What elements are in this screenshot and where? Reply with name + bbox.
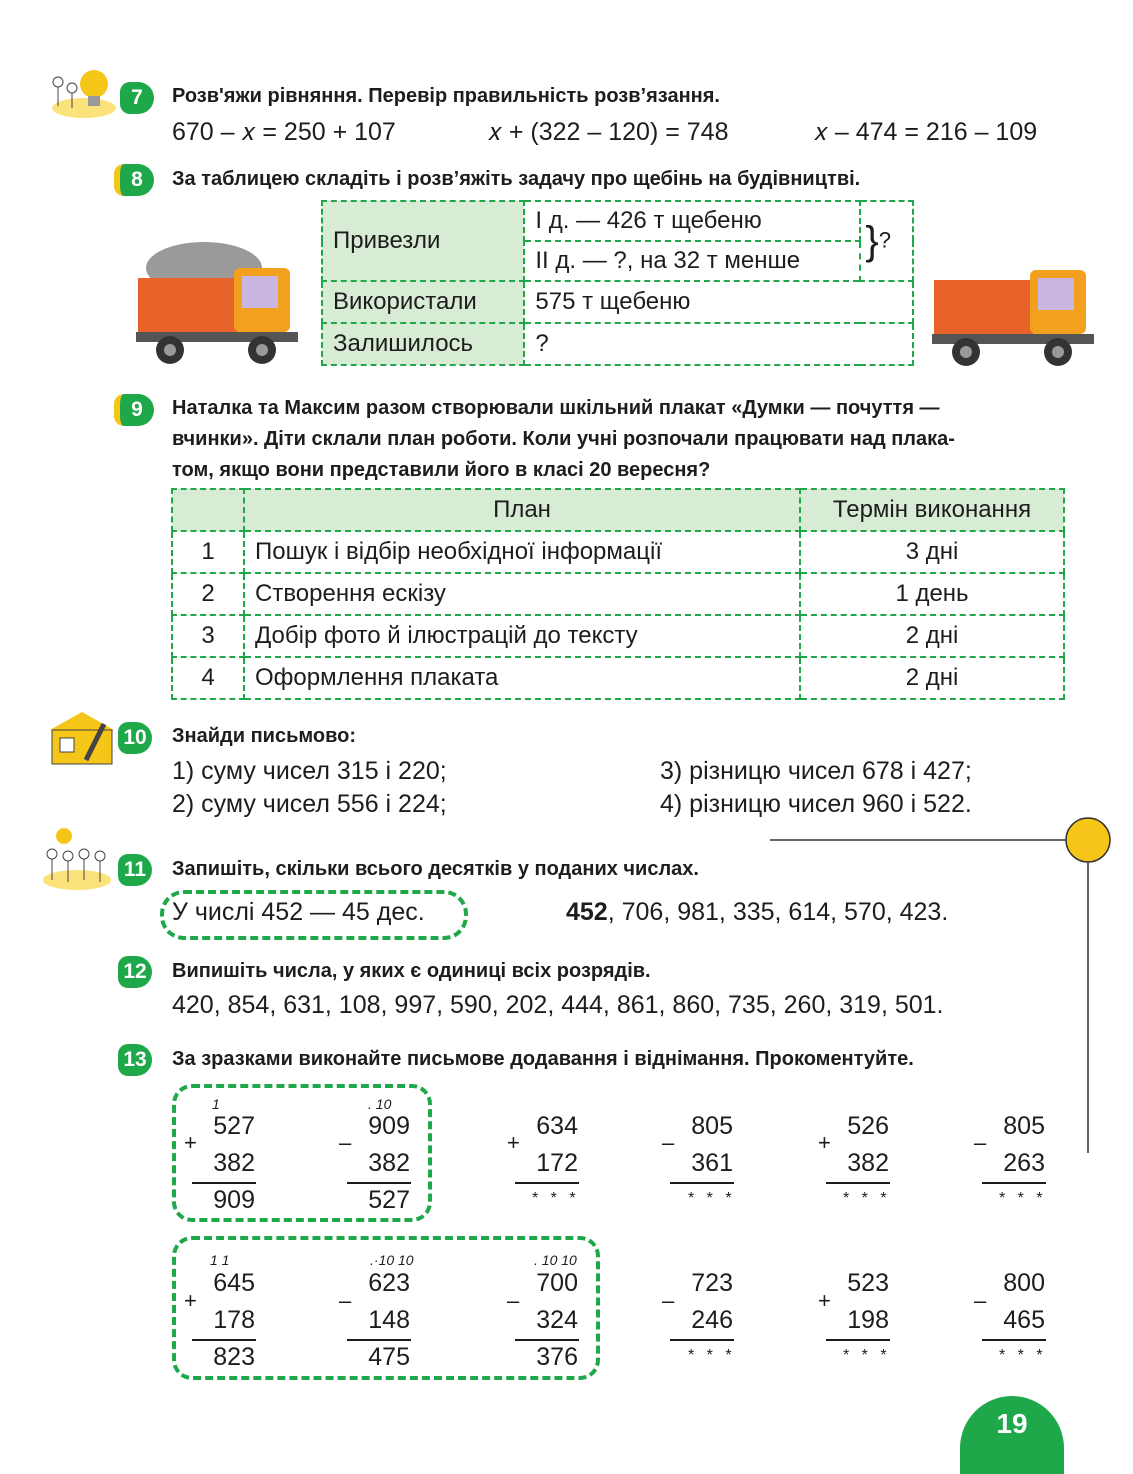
column-addition: 645 178 823 [213,1269,255,1371]
column-addition: 527 382 909 [213,1112,255,1214]
people-group-icon [40,826,114,890]
item-1: 1) суму чисел 315 і 220; [172,757,447,785]
dump-truck-left-icon [134,238,300,366]
column-subtraction: 700 324 376 [536,1269,578,1371]
task-9-line-2: вчинки». Діти склали план роботи. Коли учні розпочали працювати над плака- [172,428,955,450]
task-number-12: 12 [118,956,152,988]
carry-mark: 1 1 [210,1252,230,1268]
sign: – [662,1288,675,1313]
task-number-13: 13 [118,1044,152,1076]
hidden-result: * * * [843,1190,891,1207]
sign: + [507,1130,520,1155]
lightbulb-people-icon [44,64,116,120]
hidden-result: * * * [532,1190,580,1207]
carry-mark: .·10 10 [370,1252,414,1268]
cell-brought: Привезли [322,201,524,281]
column-subtraction: 800 465 [1003,1269,1045,1334]
task-12-text: Випишіть числа, у яких є одиниці всіх розрядів. [172,960,651,982]
item-2: 2) суму чисел 556 і 224; [172,790,447,818]
sign: – [339,1130,352,1155]
column-subtraction: 723 246 [691,1269,733,1334]
task-13-text: За зразками виконайте письмове додавання і віднімання. Прокоментуйте. [172,1048,914,1070]
cell-used-value: 575 т щебеню [524,281,913,323]
column-subtraction: 805 263 [1003,1112,1045,1177]
pin-decoration [770,815,1115,1155]
equation-3: 𝑥 – 474 = 216 – 109 [814,118,1038,146]
cell-day1: І д. — 426 т щебеню [524,201,860,241]
page-number: 19 [960,1396,1064,1474]
task-number-7: 7 [120,82,154,114]
cell-day2: ІІ д. — ?, на 32 т менше [524,241,860,281]
sign: + [184,1130,197,1155]
hidden-result: * * * [688,1347,736,1364]
hidden-result: * * * [688,1190,736,1207]
gravel-table [321,200,914,366]
item-3: 3) різницю чисел 678 і 427; [660,757,972,785]
hidden-result: * * * [999,1347,1047,1364]
column-addition: 526 382 [847,1112,889,1177]
numbers-12: 420, 854, 631, 108, 997, 590, 202, 444, 861, 860, 735, 260, 319, 501. [172,991,944,1019]
equation-2: 𝑥 + (322 – 120) = 748 [488,118,729,146]
brace-question: }? [860,201,913,281]
task-9-line-1: Наталка та Максим разом створювали шкільний плакат «Думки — почуття — [172,397,940,419]
carry-mark: . 10 [368,1096,392,1112]
task-number-8: 8 [114,164,154,196]
table-row: 2 Створення ескізу 1 день [172,573,1064,615]
equation-1: 670 – 𝑥 = 250 + 107 [172,118,396,146]
table-row: 3 Добір фото й ілюстрацій до тексту 2 дні [172,615,1064,657]
column-addition: 523 198 [847,1269,889,1334]
sign: – [339,1288,352,1313]
task-number-11: 11 [118,854,152,886]
header-plan: План [244,489,800,531]
column-subtraction: 805 361 [691,1112,733,1177]
dump-truck-right-icon [930,260,1096,368]
task-number-9: 9 [114,394,154,426]
sign: + [818,1288,831,1313]
sign: – [974,1288,987,1313]
task-7-text: Розв'яжи рівняння. Перевір правильність розв’язання. [172,85,720,107]
table-row: 4 Оформлення плаката 2 дні [172,657,1064,699]
sign: + [184,1288,197,1313]
column-addition: 634 172 [536,1112,578,1177]
carry-mark: . 10 10 [534,1252,577,1268]
plan-table [171,488,1065,700]
task-9-line-3: том, якщо вони представили його в класі 20 вересня? [172,459,711,481]
numbers-list: 452, 706, 981, 335, 614, 570, 423. [566,898,949,926]
sign: – [507,1288,520,1313]
sign: + [818,1130,831,1155]
sample-text: У числі 452 — 45 дес. [172,898,425,926]
hidden-result: * * * [999,1190,1047,1207]
cell-left-value: ? [524,323,913,365]
header-term: Термін виконання [800,489,1064,531]
task-8-text: За таблицею складіть і розв’яжіть задачу про щебінь на будівництві. [172,168,861,190]
sign: – [662,1130,675,1155]
carry-mark: 1 [212,1096,220,1112]
table-row: 1 Пошук і відбір необхідної інформації 3 дні [172,531,1064,573]
task-11-text: Запишіть, скільки всього десятків у поданих числах. [172,858,699,880]
hidden-result: * * * [843,1347,891,1364]
house-pencil-icon [46,710,118,766]
column-subtraction: 623 148 475 [368,1269,410,1371]
sign: – [974,1130,987,1155]
item-4: 4) різницю чисел 960 і 522. [660,790,972,818]
cell-left: Залишилось [322,323,524,365]
column-subtraction: 909 382 527 [368,1112,410,1214]
task-number-10: 10 [118,722,152,754]
cell-used: Використали [322,281,524,323]
task-10-text: Знайди письмово: [172,725,357,747]
